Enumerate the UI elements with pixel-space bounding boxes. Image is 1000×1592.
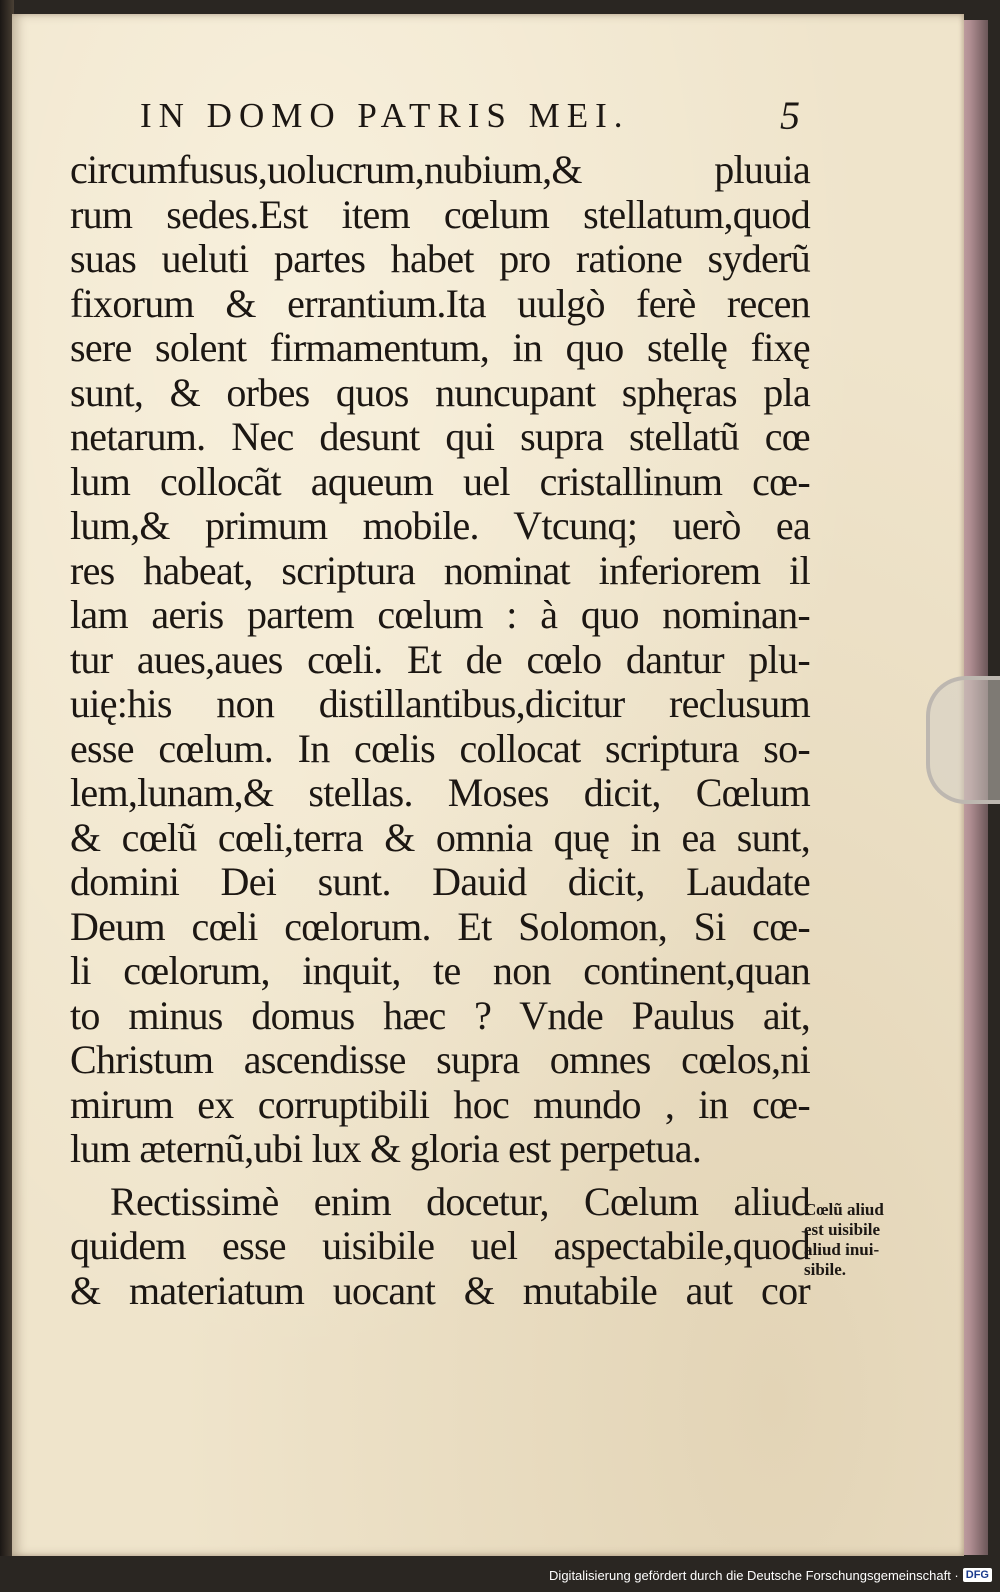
text-line: circumfusus,uolucrum,nubium,& pluuia — [70, 147, 810, 192]
text-line: lam aeris partem cœlum : à quo nominan- — [70, 592, 810, 637]
text-line: netarum. Nec desunt qui supra stellatũ cœ — [70, 414, 810, 459]
page-number: 5 — [780, 93, 800, 138]
marginal-note-line: est uisibile — [804, 1220, 881, 1239]
text-line: suas ueluti partes habet pro ratione syderũ — [70, 236, 810, 281]
marginal-note — [804, 1200, 944, 1280]
text-line: sere solent firmamentum, in quo stellę fixę — [70, 325, 810, 370]
text-line: & materiatum uocant & mutabile aut cor — [70, 1267, 810, 1313]
text-line: Rectissimè enim docetur, Cœlum aliud — [110, 1178, 810, 1224]
text-line: quidem esse uisibile uel aspectabile,quod — [70, 1223, 810, 1268]
text-line: Deum cœli cœlorum. Et Solomon, Si cœ- — [70, 903, 810, 949]
text-line: lum,& primum mobile. Vtcunq; uerò ea — [70, 503, 810, 548]
text-line: mirum ex corruptibili hoc mundo , in cœ- — [70, 1081, 810, 1127]
body-text — [70, 148, 810, 1313]
text-line: lum æternũ,ubi lux & gloria est perpetua. — [70, 1126, 702, 1171]
text-line: Christum ascendisse supra omnes cœlos,ni — [70, 1037, 810, 1082]
text-line: domini Dei sunt. Dauid dicit, Laudate — [70, 859, 810, 904]
text-line: rum sedes.Est item cœlum stellatum,quod — [70, 191, 810, 237]
text-line: res habeat, scriptura nominat inferiorem il — [70, 547, 810, 593]
marginal-note-line: sibile. — [804, 1260, 847, 1279]
credit-text: Digitalisierung gefördert durch die Deutsche Forschungsgemeinschaft · — [549, 1567, 959, 1583]
marginal-note-line: aliud inui- — [804, 1240, 880, 1259]
page-clip — [926, 676, 1000, 804]
text-line: & cœlũ cœli,terra & omnia quę in ea sunt, — [70, 814, 810, 860]
marginal-note-line: Cœlũ aliud — [804, 1200, 884, 1219]
text-line: lum collocãt aqueum uel cristallinum cœ- — [70, 458, 810, 504]
text-line: uię:his non distillantibus,dicitur reclusum — [70, 681, 810, 726]
text-line: lem,lunam,& stellas. Moses dicit, Cœlum — [70, 770, 810, 815]
text-line: tur aues,aues cœli. Et de cœlo dantur plu- — [70, 636, 810, 682]
dfg-logo: DFG — [963, 1568, 992, 1582]
text-line: sunt, & orbes quos nuncupant sphęras pla — [70, 369, 810, 415]
text-line: to minus domus hæc ? Vnde Paulus ait, — [70, 992, 810, 1038]
running-head — [140, 93, 820, 142]
text-line: li cœlorum, inquit, te non continent,quan — [70, 948, 810, 993]
text-line: fixorum & errantium.Ita uulgò ferè recen — [70, 280, 810, 326]
running-title: IN DOMO PATRIS MEI. — [140, 96, 630, 135]
digitization-credit — [549, 1564, 992, 1586]
text-line: esse cœlum. In cœlis collocat scriptura so- — [70, 725, 810, 771]
